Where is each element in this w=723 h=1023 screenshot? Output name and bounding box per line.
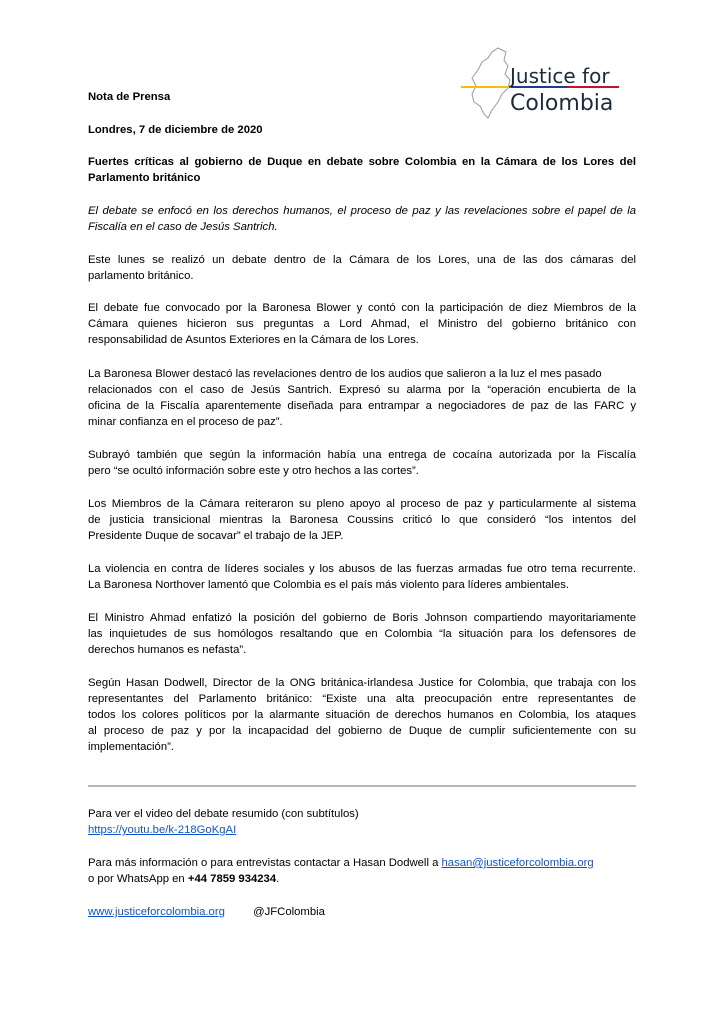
email-link[interactable]: hasan@justiceforcolombia.org [441, 857, 594, 869]
twitter-handle: @JFColombia [253, 906, 325, 918]
logo-text-line1: Justice for [510, 64, 610, 88]
footer-links-row [88, 904, 636, 920]
paragraph-line: Los Miembros de la Cámara reiteraron su pleno apoyo al proceso de paz y particularmente al sistema [88, 498, 636, 510]
justice-for-colombia-logo [458, 44, 638, 120]
paragraph-line: de justicia transicional mientras la Baronesa Coussins criticó lo que consideró “los intentos del [88, 514, 636, 526]
dateline: Londres, 7 de diciembre de 2020 [88, 124, 263, 136]
website-link[interactable]: www.justiceforcolombia.org [88, 906, 225, 918]
paragraph-line: Presidente Duque de socavar” el trabajo de la JEP. [88, 530, 344, 542]
whatsapp-prefix: o por WhatsApp en [88, 873, 185, 885]
paragraph-line: Este lunes se realizó un debate dentro de la Cámara de los Lores, una de las dos cámaras del [88, 254, 636, 266]
contact-text: Para más información o para entrevistas contactar a Hasan Dodwell a [88, 857, 439, 869]
paragraph-line: parlamento británico. [88, 270, 194, 282]
paragraph-line: El Ministro Ahmad enfatizó la posición del gobierno de Boris Johnson compartiendo mayoritariamente [88, 612, 636, 624]
paragraph-line: La Baronesa Blower destacó las revelaciones dentro de los audios que salieron a la luz el mes pasado [88, 368, 602, 380]
paragraph-line: representantes del Parlamento británico: “Existe una alta preocupación entre representantes de [88, 693, 636, 705]
whatsapp-number: +44 7859 934234 [187, 873, 277, 885]
video-link[interactable]: https://youtu.be/k-218GoKgAI [88, 824, 237, 836]
horizontal-divider [88, 785, 636, 787]
paragraph-line: implementación”. [88, 741, 175, 753]
paragraph-line: El debate fue convocado por la Baronesa Blower y contó con la participación de diez Miembros de la [88, 302, 636, 314]
press-release-label: Nota de Prensa [88, 91, 171, 103]
paragraph-line: La Baronesa Northover lamentó que Colombia es el país más violento para líderes ambientales. [88, 579, 570, 591]
subhead-line-1: El debate se enfocó en los derechos humanos, el proceso de paz y las revelaciones sobre el papel de la [88, 205, 636, 217]
paragraph-line: pero “se ocultó información sobre este y otro hechos a las cortes”. [88, 465, 419, 477]
paragraph-line: todos los colores políticos por la alarmante situación de derechos humanos en Colombia, los ataques [88, 709, 636, 721]
paragraph-line: oficina de la Fiscalía aparentemente diseñada para entrampar a negociadores de paz de las FARC y [88, 400, 636, 412]
headline-line-1: Fuertes críticas al gobierno de Duque en debate sobre Colombia en la Cámara de los Lores del [88, 156, 636, 168]
paragraph-line: derechos humanos es nefasta”. [88, 644, 247, 656]
paragraph-line: Subrayó también que según la información había una entrega de cocaína autorizada por la Fiscalía [88, 449, 636, 461]
video-link-row [88, 822, 636, 838]
paragraph-line: Cámara quienes hicieron sus preguntas a Lord Ahmad, el Ministro del gobierno británico con [88, 318, 636, 330]
contact-row [88, 855, 636, 871]
paragraph-line: Según Hasan Dodwell, Director de la ONG británica-irlandesa Justice for Colombia, que trabaja con los [88, 677, 636, 689]
paragraph-line: responsabilidad de Asuntos Exteriores en la Cámara de los Lores. [88, 334, 419, 346]
video-label: Para ver el video del debate resumido (con subtítulos) [88, 808, 359, 820]
logo-text-line2: Colombia [510, 91, 614, 116]
paragraph-line: las inquietudes de sus homólogos resaltando que en Colombia “la situación para los defensores de [88, 628, 636, 640]
paragraph-line: relacionados con el caso de Jesús Santrich. Expresó su alarma por la “operación encubierta de la [88, 384, 636, 396]
whatsapp-row [88, 871, 636, 887]
paragraph-line: al proceso de paz y por la incapacidad del gobierno de Duque de cumplir suficientemente con su [88, 725, 636, 737]
paragraph-line: La violencia en contra de líderes sociales y los abusos de las fuerzas armadas fue otro tema recurrente. [88, 563, 636, 575]
subhead-line-2: Fiscalía en el caso de Jesús Santrich. [88, 221, 278, 233]
headline-line-2: Parlamento británico [88, 172, 201, 184]
paragraph-line: minar confianza en el proceso de paz”. [88, 416, 283, 428]
whatsapp-suffix: . [276, 873, 280, 885]
